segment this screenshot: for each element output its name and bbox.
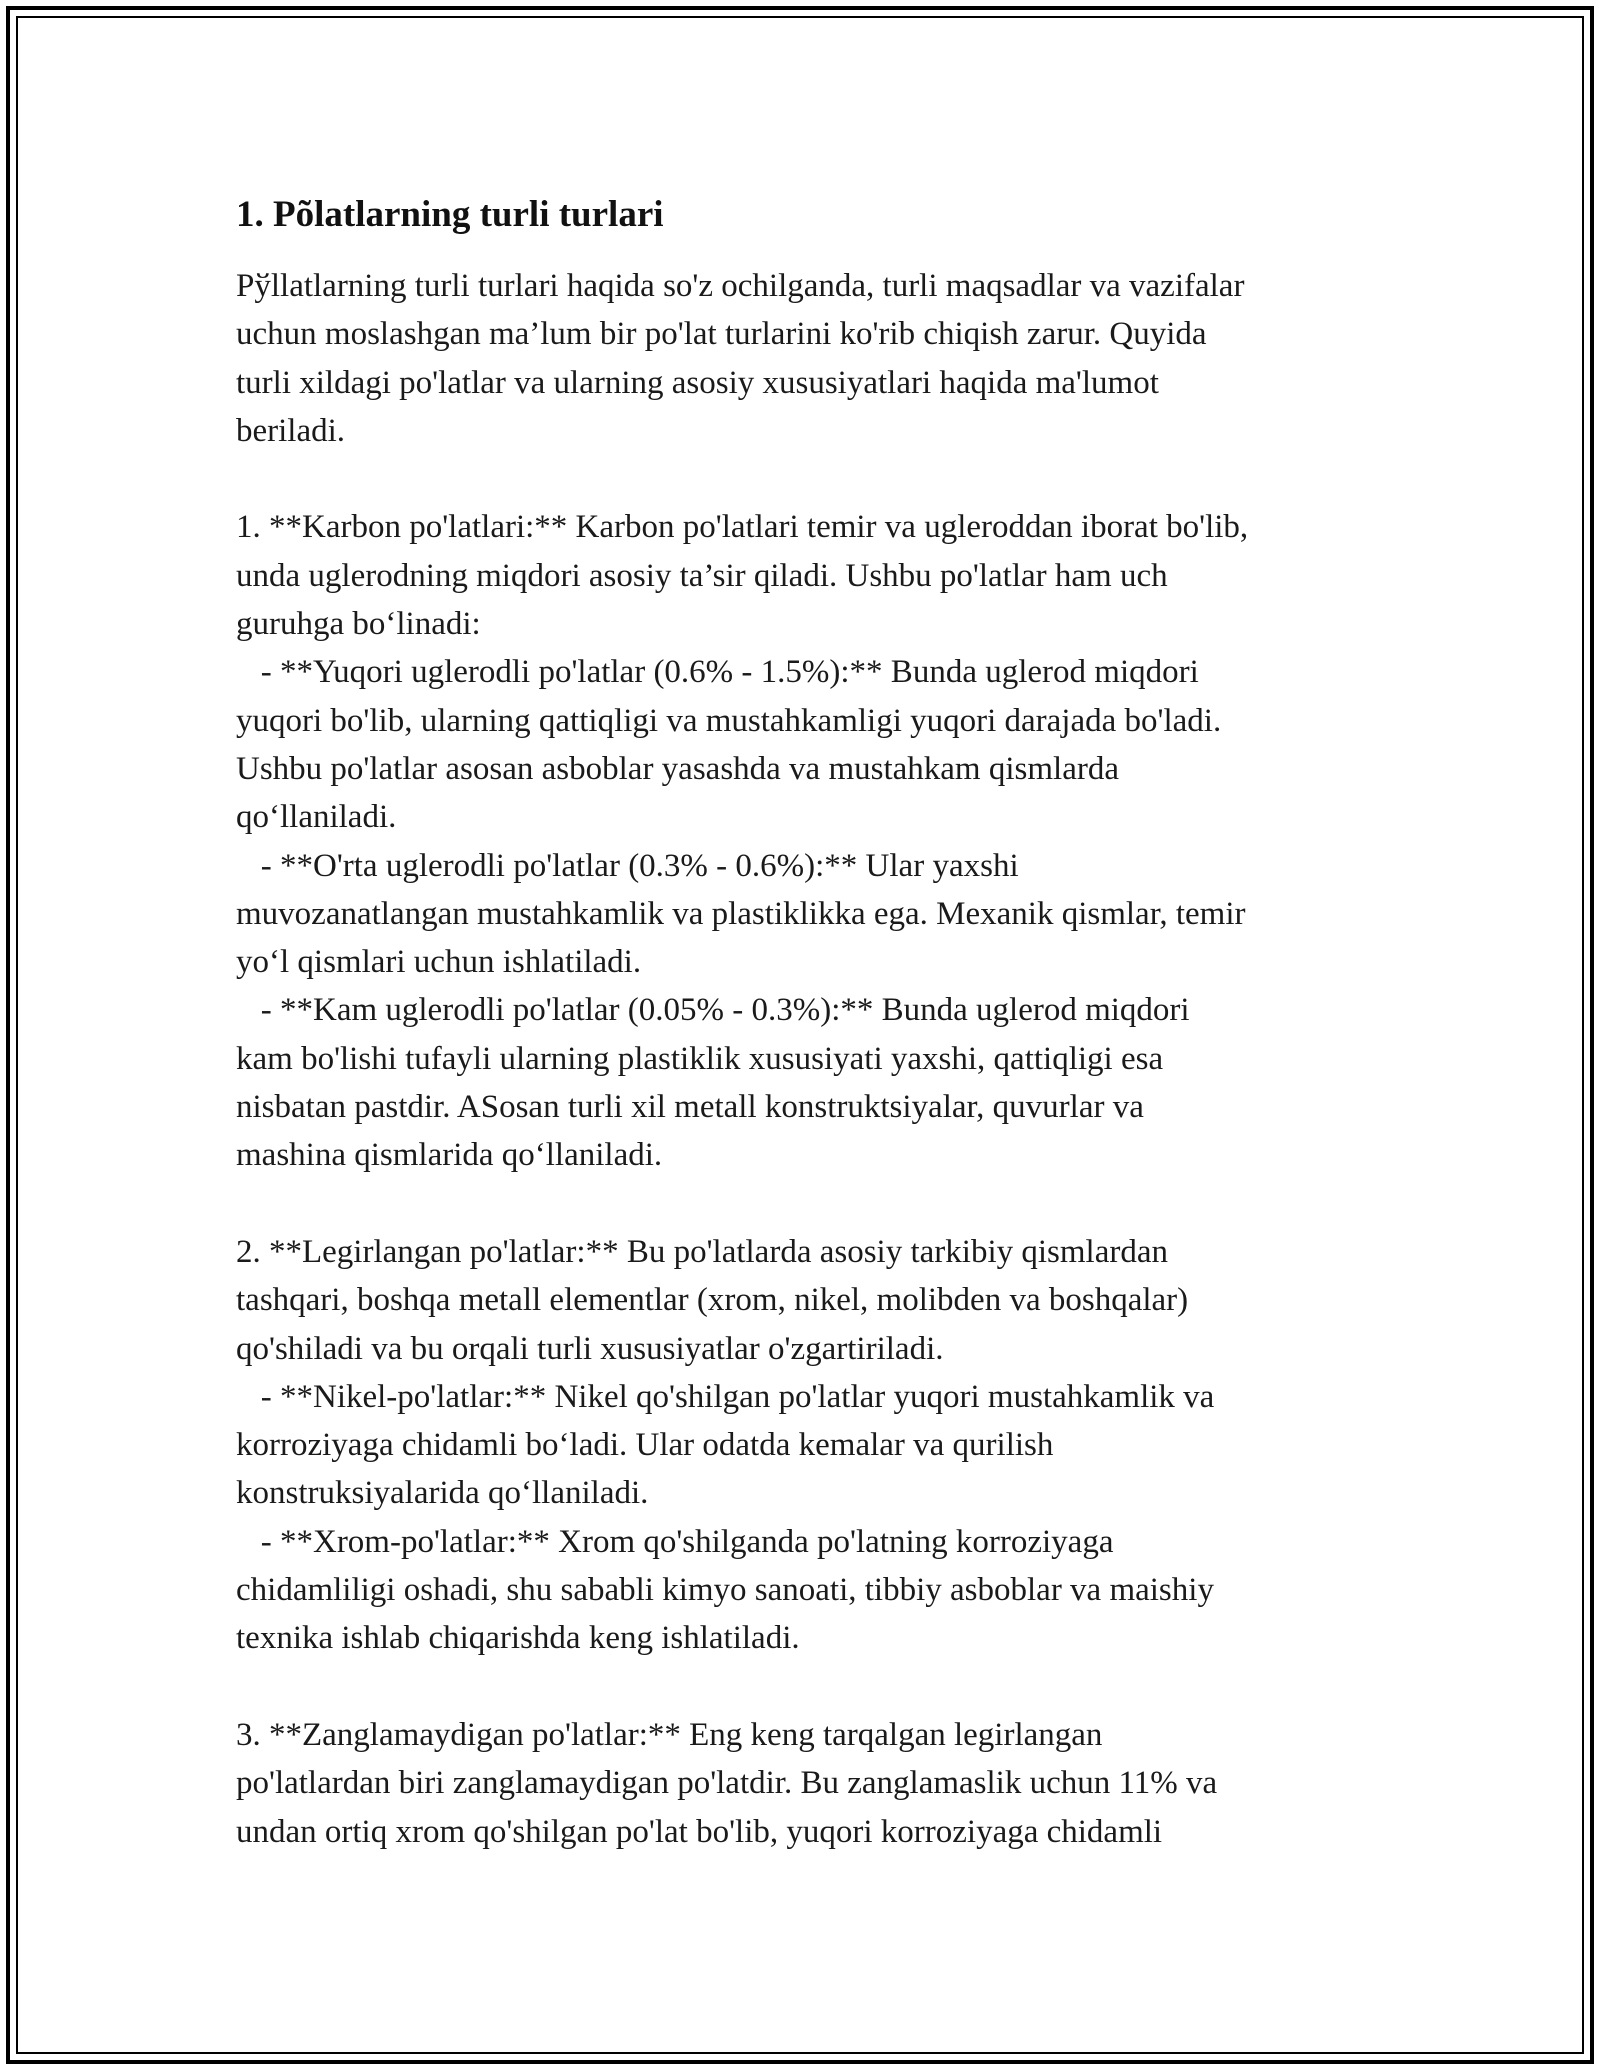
document-content xyxy=(236,178,1376,1856)
section-body: Pўllatlarning turli turlari haqida so'z ochilganda, turli maqsadlar va vazifalar uchun moslashgan ma’lum bir po'lat turlarini ko'rib chiqish zarur. Quyida turli xildagi po'latlar va ularning asosiy xususiyatlari haqida ma'lumot beriladi. 1. **Karbon po'latlari:** Karbon po'latlari temir va ugleroddan iborat bo'lib, unda uglerodning miqdori asosiy ta’sir qiladi. Ushbu po'latlar ham uch guruhga bo‘linadi: - **Yuqori uglerodli po'latlar (0.6% - 1.5%):** Bunda uglerod miqdori yuqori bo'lib, ularning qattiqligi va mustahkamligi yuqori darajada bo'ladi. Ushbu po'latlar asosan asboblar yasashda va mustahkam qismlarda qo‘llaniladi. - **O'rta uglerodli po'latlar (0.3% - 0.6%):** Ular yaxshi muvozanatlangan mustahkamlik va plastiklikka ega. Mexanik qismlar, temir yo‘l qismlari uchun ishlatiladi. - **Kam uglerodli po'latlar (0.05% - 0.3%):** Bunda uglerod miqdori kam bo'lishi tufayli ularning plastiklik xususiyati yaxshi, qattiqligi esa nisbatan pastdir. ASosan turli xil metall konstruktsiyalar, quvurlar va mashina qismlarida qo‘llaniladi. 2. **Legirlangan po'latlar:** Bu po'latlarda asosiy tarkibiy qismlardan tashqari, boshqa metall elementlar (xrom, nikel, molibden va boshqalar) qo'shiladi va bu orqali turli xususiyatlar o'zgartiriladi. - **Nikel-po'latlar:** Nikel qo'shilgan po'latlar yuqori mustahkamlik va korroziyaga chidamli bo‘ladi. Ular odatda kemalar va qurilish konstruksiyalarida qo‘llaniladi. - **Xrom-po'latlar:** Xrom qo'shilganda po'latning korroziyaga chidamliligi oshadi, shu sababli kimyo sanoati, tibbiy asboblar va maishiy texnika ishlab chiqarishda keng ishlatiladi. 3. **Zanglamaydigan po'latlar:** Eng keng tarqalgan legirlangan po'latlardan biri zanglamaydigan po'latdir. Bu zanglamaslik uchun 11% va undan ortiq xrom qo'shilgan po'lat bo'lib, yuqori korroziyaga chidamli xyxy=(236,268,1249,1850)
section-title: 1. Põlatlarning turli turlari xyxy=(236,194,664,235)
